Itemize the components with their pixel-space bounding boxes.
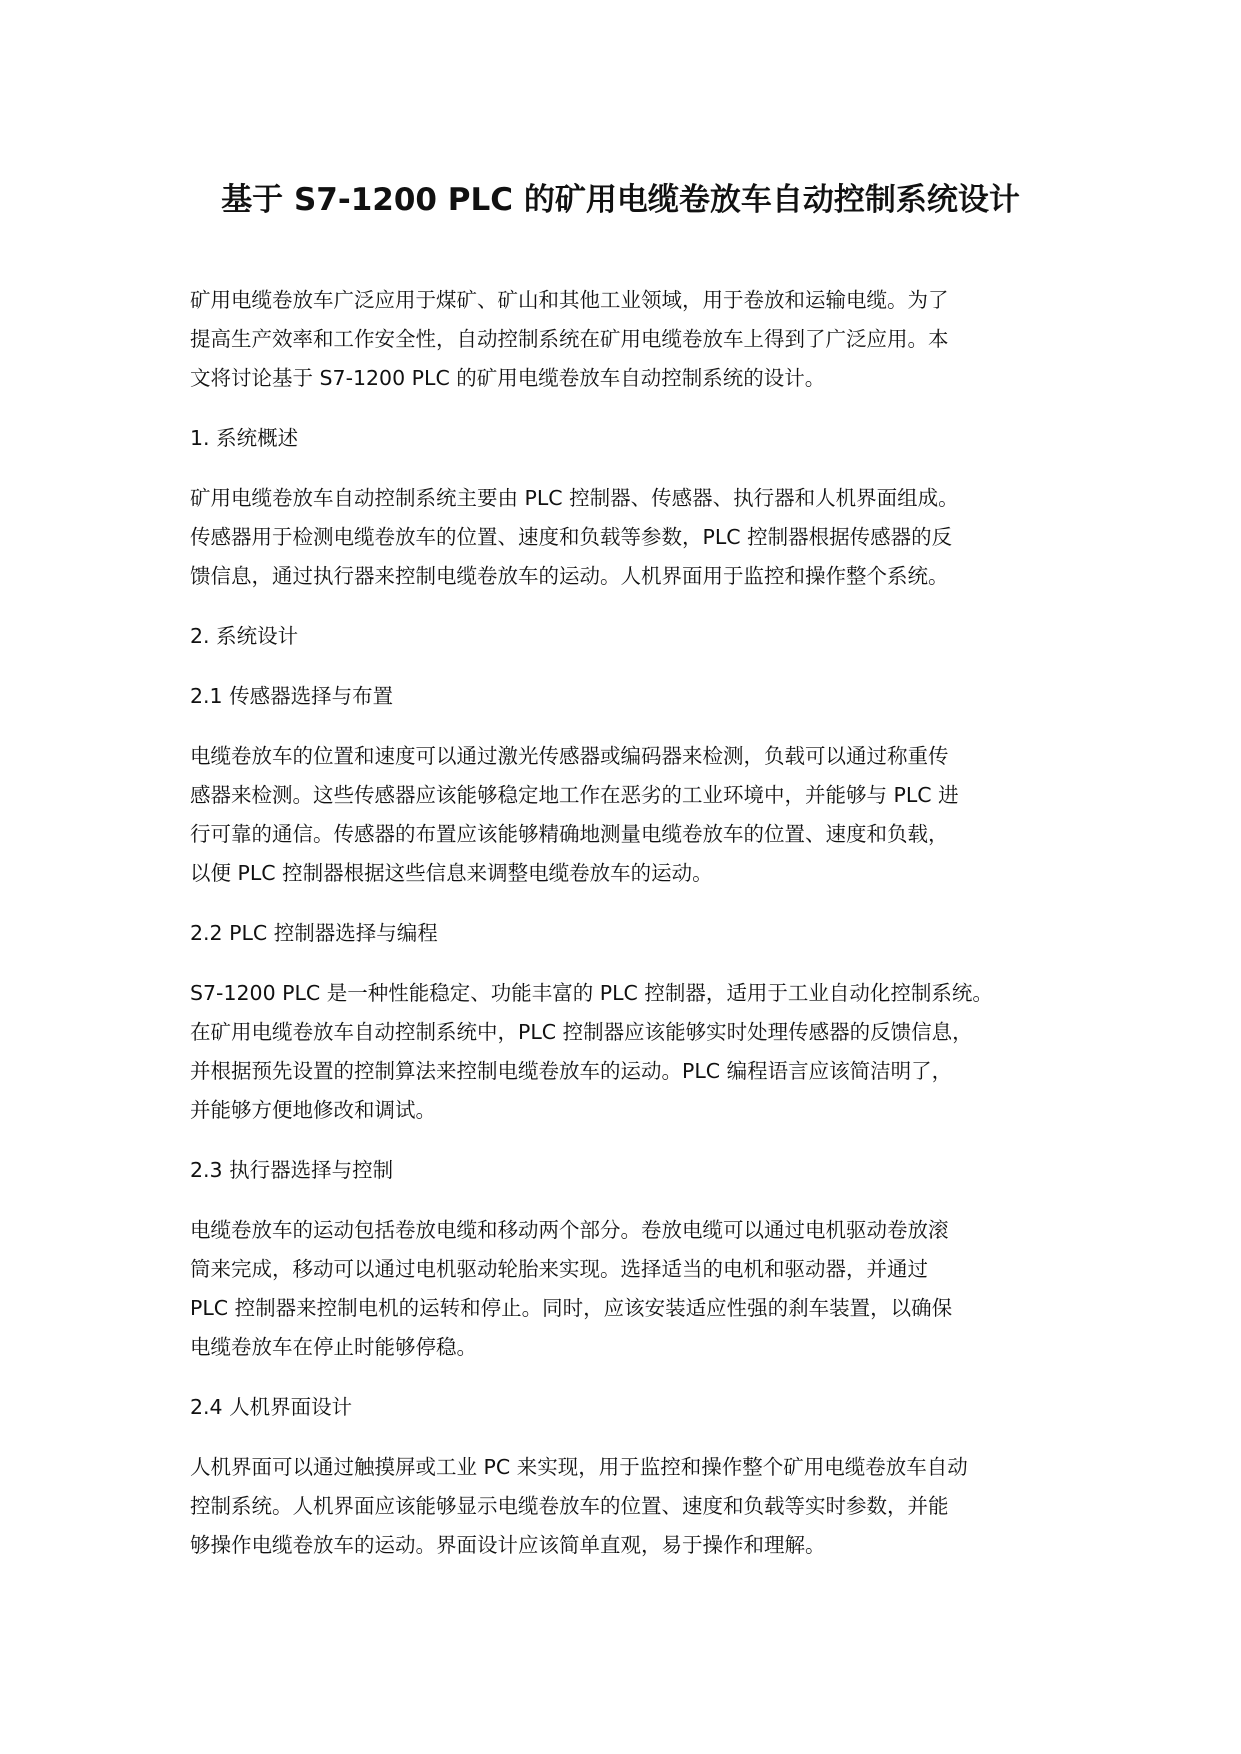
section-2-4-paragraph: [190, 1448, 1080, 1565]
section-heading-2: 2. 系统设计: [190, 624, 299, 648]
text-line: S7-1200 PLC 是一种性能稳定、功能丰富的 PLC 控制器，适用于工业自动化控制系统。: [190, 981, 993, 1005]
section-2-2-paragraph: [190, 974, 1080, 1130]
section-heading-2-2: 2.2 PLC 控制器选择与编程: [190, 921, 438, 945]
text-line: 并能够方便地修改和调试。: [190, 1098, 436, 1122]
text-line: 以便 PLC 控制器根据这些信息来调整电缆卷放车的运动。: [190, 861, 713, 885]
section-heading-2-4: 2.4 人机界面设计: [190, 1395, 353, 1419]
text-line: 在矿用电缆卷放车自动控制系统中，PLC 控制器应该能够实时处理传感器的反馈信息，: [190, 1020, 973, 1044]
text-line: 矿用电缆卷放车广泛应用于煤矿、矿山和其他工业领域，用于卷放和运输电缆。为了: [190, 288, 949, 312]
text-line: 人机界面可以通过触摸屏或工业 PC 来实现，用于监控和操作整个矿用电缆卷放车自动: [190, 1455, 968, 1479]
document-body: [190, 281, 1080, 1586]
text-line: 电缆卷放车的位置和速度可以通过激光传感器或编码器来检测，负载可以通过称重传: [190, 744, 949, 768]
text-line: 感器来检测。这些传感器应该能够稳定地工作在恶劣的工业环境中，并能够与 PLC 进: [190, 783, 959, 807]
text-line: 够操作电缆卷放车的运动。界面设计应该简单直观，易于操作和理解。: [190, 1533, 826, 1557]
text-line: 行可靠的通信。传感器的布置应该能够精确地测量电缆卷放车的位置、速度和负载，: [190, 822, 949, 846]
section-2-1-paragraph: [190, 737, 1080, 893]
text-line: 电缆卷放车在停止时能够停稳。: [190, 1335, 477, 1359]
text-line: 提高生产效率和工作安全性，自动控制系统在矿用电缆卷放车上得到了广泛应用。本: [190, 327, 949, 351]
text-line: 传感器用于检测电缆卷放车的位置、速度和负载等参数，PLC 控制器根据传感器的反: [190, 525, 953, 549]
intro-paragraph: [190, 281, 1080, 398]
text-line: PLC 控制器来控制电机的运转和停止。同时，应该安装适应性强的刹车装置，以确保: [190, 1296, 953, 1320]
text-line: 控制系统。人机界面应该能够显示电缆卷放车的位置、速度和负载等实时参数，并能: [190, 1494, 949, 1518]
section-heading-2-1: 2.1 传感器选择与布置: [190, 684, 394, 708]
section-heading-2-3: 2.3 执行器选择与控制: [190, 1158, 394, 1182]
text-line: 矿用电缆卷放车自动控制系统主要由 PLC 控制器、传感器、执行器和人机界面组成。: [190, 486, 959, 510]
text-line: 馈信息，通过执行器来控制电缆卷放车的运动。人机界面用于监控和操作整个系统。: [190, 564, 949, 588]
document-title: 基于 S7-1200 PLC 的矿用电缆卷放车自动控制系统设计: [221, 182, 1020, 218]
text-line: 筒来完成，移动可以通过电机驱动轮胎来实现。选择适当的电机和驱动器，并通过: [190, 1257, 928, 1281]
section-1-paragraph: [190, 479, 1080, 596]
text-line: 电缆卷放车的运动包括卷放电缆和移动两个部分。卷放电缆可以通过电机驱动卷放滚: [190, 1218, 949, 1242]
section-heading-1: 1. 系统概述: [190, 426, 299, 450]
text-line: 并根据预先设置的控制算法来控制电缆卷放车的运动。PLC 编程语言应该简洁明了，: [190, 1059, 953, 1083]
text-line: 文将讨论基于 S7-1200 PLC 的矿用电缆卷放车自动控制系统的设计。: [190, 366, 826, 390]
section-2-3-paragraph: [190, 1211, 1080, 1367]
